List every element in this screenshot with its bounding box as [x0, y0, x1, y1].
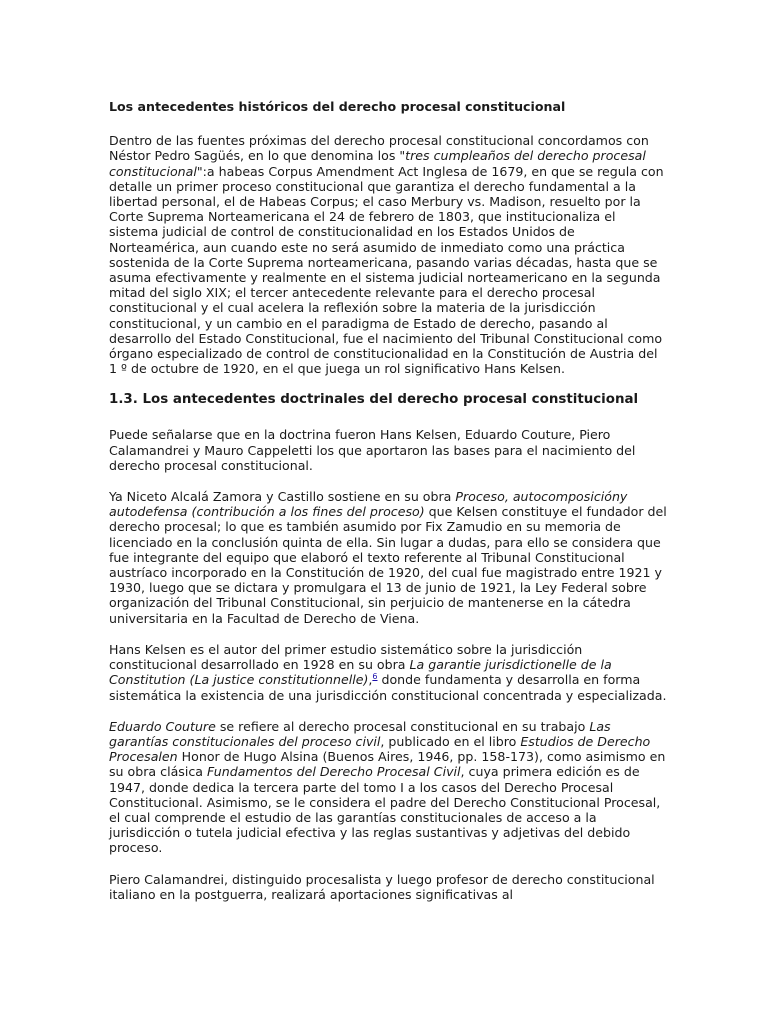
- italic-author-name: Eduardo Couture: [109, 718, 216, 734]
- text-run: Hans Kelsen es el autor del primer estudio sistemático sobre la jurisdicción constitucional desarrollado en 1928 en su obra: [109, 641, 583, 673]
- footnote-link[interactable]: 6: [372, 672, 378, 682]
- text-run: , cuya primera edición es de 1947, donde dedica la tercera parte del tomo I a los casos del Derecho Procesal Constitucional. Asimismo, se le considera el padre del Derecho Constitucional Procesal, el cual comprende el estudio de las garantías constitucionales de acceso a la jurisdicción o tutela judicial efectiva y las reglas sustantivas y adjetivas del debido proceso.: [109, 764, 661, 856]
- text-run: Dentro de las fuentes próximas del derecho procesal constitucional concordamos con Néstor Pedro Sagüés, en lo que denomina los: [109, 133, 649, 164]
- italic-book-title: Estudios de Derecho Procesalen: [109, 733, 651, 765]
- italic-book-title: La garantie jurisdictionelle de la Constitution (La justice constitutionnelle): [109, 657, 612, 688]
- text-run: :a habeas Corpus Amendment Act Inglesa de 1679, en que se regula con detalle un primer proceso constitucional que garantiza el derecho fundamental a la libertad personal, el de Habeas Corpus; el caso Merbury vs. Madison, resuelto por la Corte Suprema Norteamericana el 24 de febrero de 1803, que institucionaliza el sistema judicial de control de constitucionalidad en los Estados Unidos de Norteamérica, aun cuando este no será asumido de inmediato como una práctica sostenida de la Corte Suprema norteamericana, pasando varias décadas, hasta que se asuma efectivamente y realmente en el sistema judicial norteamericano en la segunda mitad del siglo XIX; el tercer antecedente relevante para el derecho procesal constitucional y el cual acelera la reflexión sobre la materia de la jurisdicción constitucional, y un cambio en el paradigma de Estado de derecho, pasando al desarrollo del Estado Constitucional, fue el nacimiento del Tribunal Constitucional como órgano especializado de control de constitucionalidad en la Constitución de Austria del 1 º de octubre de 1920, en el que juega un rol significativo Hans Kelsen.: [109, 163, 664, 377]
- paragraph-alcala-zamora: [109, 489, 668, 626]
- paragraph-calamandrei: Piero Calamandrei, distinguido procesalista y luego profesor de derecho constitucional italiano en la postguerra, realizará aportaciones significativas al: [109, 871, 655, 902]
- text-run: Ya Niceto Alcalá Zamora y Castillo sostiene en su obra: [109, 489, 456, 505]
- italic-book-title: Proceso, autocomposicióny autodefensa (contribución a los fines del proceso): [109, 489, 628, 520]
- italic-book-title: Las garantías constitucionales del proceso civil: [109, 718, 611, 749]
- text-run: se refiere al derecho procesal constitucional en su trabajo: [215, 718, 590, 734]
- text-run: donde fundamenta y desarrolla en forma sistemática la existencia de una jurisdicción constitucional concentrada y especializada.: [109, 672, 667, 703]
- text-run: que Kelsen constituye el fundador del derecho procesal; lo que es también asumido por Fix Zamudio en su memoria de licenciado en la conclusión quinta de ella. Sin lugar a dudas, para ello se considera que fue integrante del equipo que elaboró el texto referente al Tribunal Constitucional austríaco incorporado en la Constitución de 1920, del cual fue magistrado entre 1921 y 1930, luego que se dictara y promulgara el 13 de junio de 1921, la Ley Federal sobre organización del Tribunal Constitucional, sin perjuicio de mantenerse en la cátedra universitaria en la Facultad de Derecho de Viena.: [109, 504, 667, 626]
- paragraph-kelsen: [109, 642, 668, 703]
- italic-quote: "tres cumpleaños del derecho procesal constitucional": [109, 148, 646, 179]
- section-heading-historicos: Los antecedentes históricos del derecho procesal constitucional: [109, 99, 566, 114]
- text-run: ,: [368, 672, 373, 688]
- paragraph-doctrina: Puede señalarse que en la doctrina fueron Hans Kelsen, Eduardo Couture, Piero Calamandrei y Mauro Cappeletti los que aportaron las bases para el nacimiento del derecho procesal constitucional.: [109, 427, 636, 473]
- section-heading-doctrinales: 1.3. Los antecedentes doctrinales del derecho procesal constitucional: [109, 392, 639, 408]
- paragraph-fuentes-proximas: [109, 133, 668, 376]
- text-run: Honor de Hugo Alsina (Buenos Aires, 1946, pp. 158-173), como asimismo en su obra clásica: [109, 749, 666, 780]
- text-run: , publicado en el libro: [380, 733, 521, 749]
- paragraph-couture: [109, 719, 668, 856]
- italic-book-title: Fundamentos del Derecho Procesal Civil: [207, 764, 461, 780]
